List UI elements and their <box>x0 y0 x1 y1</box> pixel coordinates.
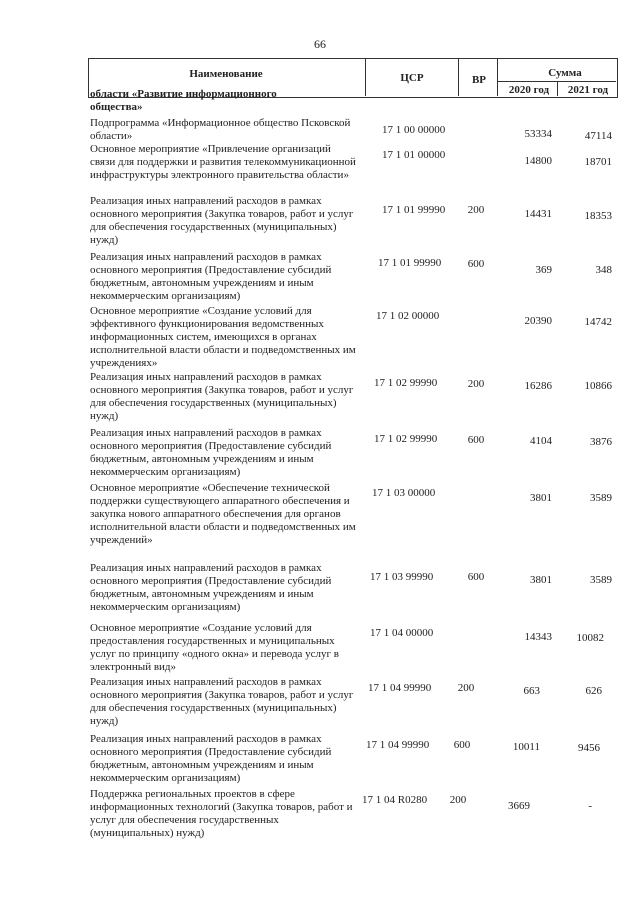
row-csr: 17 1 01 99990 <box>382 204 446 216</box>
row-sum-2020: 16286 <box>524 380 552 392</box>
row-vr: 600 <box>453 739 471 751</box>
row-csr: 17 1 04 99990 <box>366 739 430 751</box>
header-divider-sum <box>497 58 498 96</box>
row-csr: 17 1 01 00000 <box>382 149 446 161</box>
row-sum-2021: 9456 <box>578 742 600 754</box>
row-vr: 600 <box>467 571 485 583</box>
row-name: Основное мероприятие «Обеспечение технической поддержки существующего аппаратного обеспечения и закупка нового аппаратного обеспечения для органов исполнительной власти области и подведомственных им учреждений» <box>90 482 356 546</box>
row-sum-2020: 369 <box>535 264 552 276</box>
row-sum-2021: 47114 <box>584 130 612 142</box>
row-vr: 200 <box>467 378 485 390</box>
row-csr: 17 1 03 00000 <box>372 487 436 499</box>
row-vr: 200 <box>449 794 467 806</box>
row-sum-2021: 14742 <box>584 316 612 328</box>
row-vr: 600 <box>467 434 485 446</box>
row-name: Реализация иных направлений расходов в рамках основного мероприятия (Закупка товаров, работ и услуг для обеспечения государственных (муниципальных) нужд) <box>90 371 354 422</box>
row-name: Реализация иных направлений расходов в рамках основного мероприятия (Закупка товаров, работ и услуг для обеспечения государственных (муниципальных) нужд) <box>90 195 354 246</box>
row-csr: 17 1 04 00000 <box>370 627 434 639</box>
row-name: Реализация иных направлений расходов в рамках основного мероприятия (Предоставление субсидий бюджетным, автономным учреждениям и иным некоммерческим организациям) <box>90 733 332 784</box>
header-divider-vr <box>458 58 459 96</box>
row-sum-2020: 663 <box>523 685 540 697</box>
row-sum-2020: 10011 <box>512 741 540 753</box>
row-sum-2021: 3589 <box>590 574 612 586</box>
row-sum-2021: 18701 <box>584 156 612 168</box>
row-name: Поддержка региональных проектов в сфере информационных технологий (Закупка товаров, работ и услуг для обеспечения государственных (муниципальных) нужд) <box>90 788 353 839</box>
row-csr: 17 1 03 99990 <box>370 571 434 583</box>
header-csr: ЦСР <box>400 72 424 84</box>
header-sum: Сумма <box>548 67 582 79</box>
header-name: Наименование <box>189 68 263 80</box>
row-csr: 17 1 02 99990 <box>374 377 438 389</box>
header-divider-name <box>365 58 366 96</box>
row-sum-2021: 10082 <box>576 632 604 644</box>
row-sum-2020: 53334 <box>524 128 552 140</box>
row-csr: 17 1 01 99990 <box>378 257 442 269</box>
header-divider-2021 <box>557 81 558 96</box>
row-sum-2020: 20390 <box>524 315 552 327</box>
row-sum-2021: 10866 <box>584 380 612 392</box>
row-csr: 17 1 02 00000 <box>376 310 440 322</box>
row-sum-2020: 3801 <box>530 492 552 504</box>
row-sum-2021: 3876 <box>590 436 612 448</box>
row-sum-2021: - <box>588 800 592 812</box>
row-name: Основное мероприятие «Привлечение организаций связи для поддержки и развития телекоммуникационной инфраструктуры электронного правительства области» <box>90 143 356 181</box>
row-vr: 600 <box>467 258 485 270</box>
row-csr: 17 1 04 99990 <box>368 682 432 694</box>
row-sum-2021: 3589 <box>590 492 612 504</box>
row-sum-2020: 3669 <box>508 800 530 812</box>
row-sum-2020: 3801 <box>530 574 552 586</box>
header-2021: 2021 год <box>567 84 609 96</box>
row-csr: 17 1 02 99990 <box>374 433 438 445</box>
row-csr: 17 1 04 R0280 <box>362 794 428 806</box>
row-sum-2020: 14800 <box>524 155 552 167</box>
row-name: Основное мероприятие «Создание условий для предоставления государственных и муниципальных услуг по принципу «одного окна» и перевода услуг в электронный вид» <box>90 622 340 673</box>
header-2020: 2020 год <box>508 84 550 96</box>
row-name: Реализация иных направлений расходов в рамках основного мероприятия (Предоставление субсидий бюджетным, автономным учреждениям и иным некоммерческим организациям) <box>90 427 332 478</box>
row-name: Подпрограмма «Информационное общество Псковской области» <box>90 117 351 142</box>
row-name: Реализация иных направлений расходов в рамках основного мероприятия (Предоставление субсидий бюджетным, автономным учреждениям и иным некоммерческим организациям) <box>90 562 332 613</box>
row-csr: 17 1 00 00000 <box>382 124 446 136</box>
row-sum-2020: 14431 <box>524 208 552 220</box>
row-sum-2021: 18353 <box>584 210 612 222</box>
row-sum-2020: 4104 <box>530 435 552 447</box>
row-vr: 200 <box>457 682 475 694</box>
row-sum-2021: 626 <box>585 685 602 697</box>
row-sum-2020: 14343 <box>524 631 552 643</box>
row-vr: 200 <box>467 204 485 216</box>
row-sum-2021: 348 <box>595 264 612 276</box>
row-name: Реализация иных направлений расходов в рамках основного мероприятия (Предоставление субсидий бюджетным, автономным учреждениям и иным некоммерческим организациям) <box>90 251 332 302</box>
header-vr: ВР <box>471 74 487 86</box>
row-name: Основное мероприятие «Создание условий для эффективного функционирования ведомственных информационных систем, имеющихся в органах исполнительной власти области и подведомственных им учреждениях» <box>90 305 356 369</box>
row-name: Реализация иных направлений расходов в рамках основного мероприятия (Закупка товаров, работ и услуг для обеспечения государственных (муниципальных) нужд) <box>90 676 354 727</box>
page-number: 66 <box>314 37 326 51</box>
